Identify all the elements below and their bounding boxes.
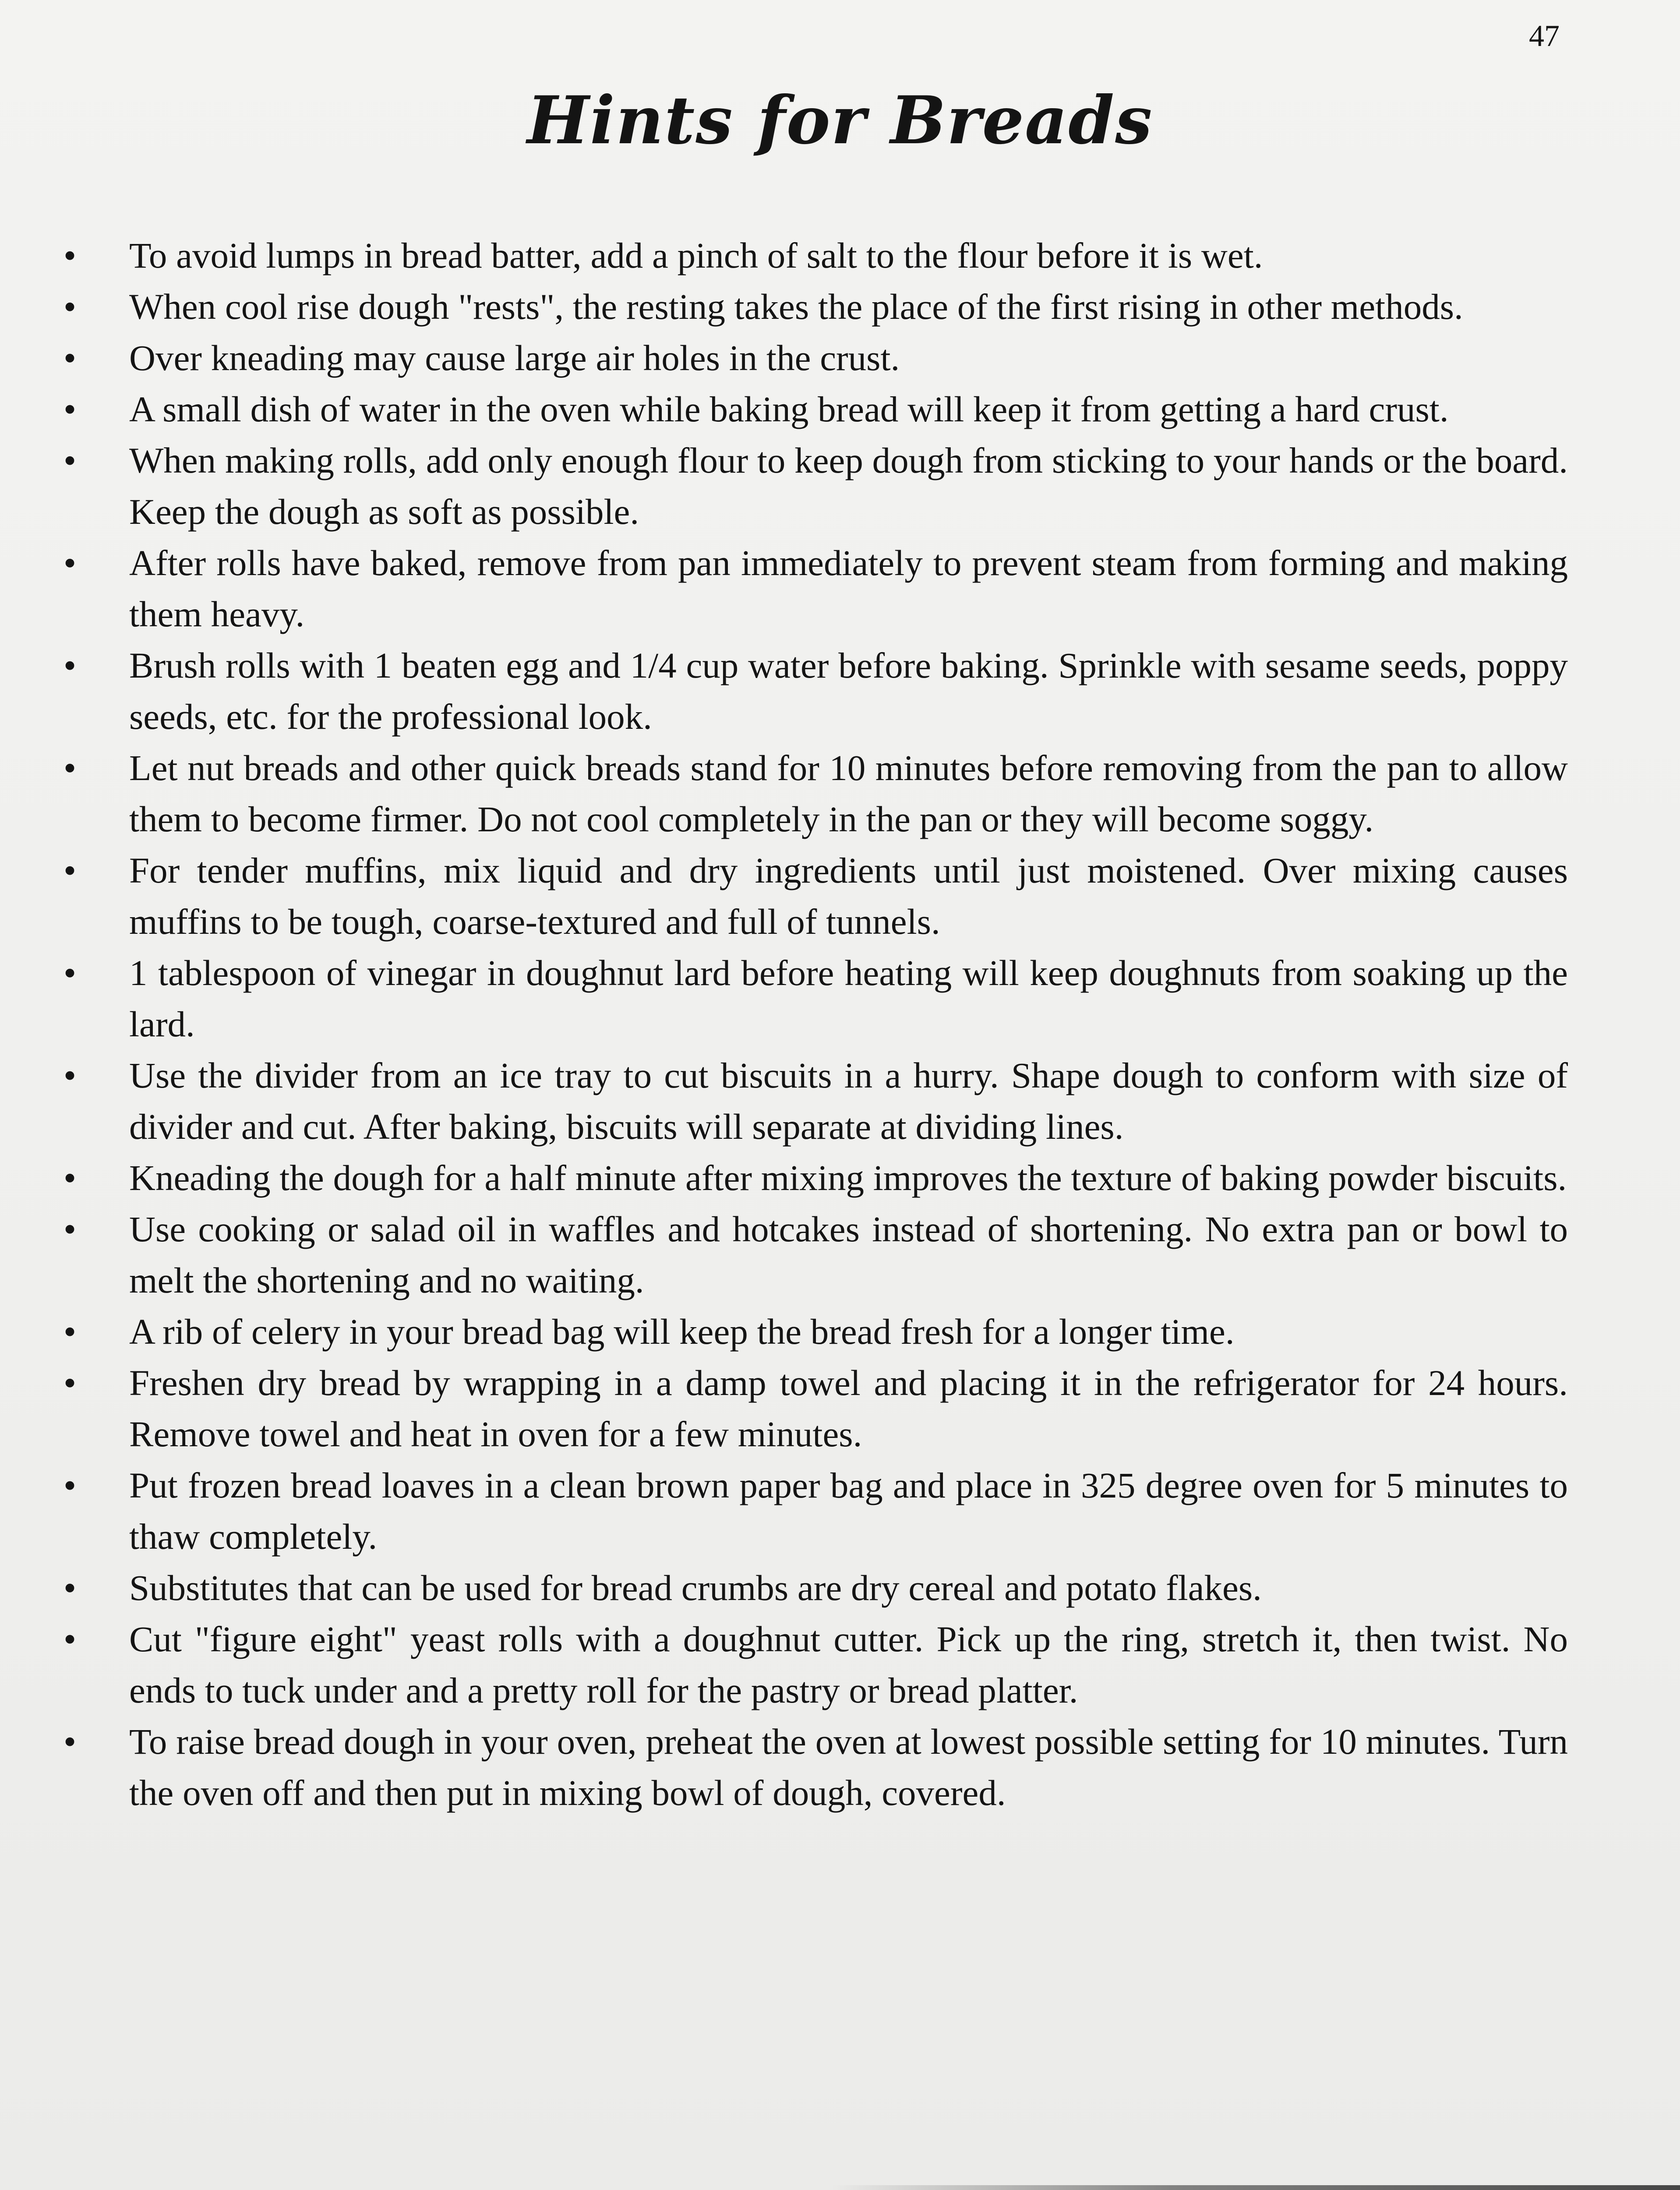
bullet-icon: • — [64, 1055, 77, 1095]
list-item — [59, 742, 1568, 845]
page-number: 47 — [1529, 19, 1560, 53]
hint-text: Use the divider from an ice tray to cut biscuits in a hurry. Shape dough to conform with size of divider and cut. After baking, biscuits will separate at dividing lines. — [129, 1055, 1568, 1147]
hint-text: To raise bread dough in your oven, preheat the oven at lowest possible setting for 10 minutes. Turn the oven off and then put in mixing bowl of dough, covered. — [129, 1721, 1568, 1813]
list-item — [59, 1562, 1568, 1614]
hint-text: A rib of celery in your bread bag will keep the bread fresh for a longer time. — [129, 1311, 1235, 1352]
bullet-icon: • — [64, 1363, 77, 1403]
hint-text: Let nut breads and other quick breads stand for 10 minutes before removing from the pan to allow them to become firmer. Do not cool completely in the pan or they will become soggy. — [129, 748, 1568, 839]
list-item — [59, 384, 1568, 435]
list-item — [59, 1460, 1568, 1562]
hint-text: Use cooking or salad oil in waffles and hotcakes instead of shortening. No extra pan or bowl to melt the shortening and no waiting. — [129, 1209, 1568, 1300]
list-item — [59, 1716, 1568, 1819]
hint-text: Kneading the dough for a half minute after mixing improves the texture of baking powder biscuits. — [129, 1158, 1567, 1198]
list-item — [59, 1152, 1568, 1204]
bullet-icon: • — [64, 1619, 77, 1659]
bullet-icon: • — [64, 748, 77, 788]
bullet-icon: • — [64, 645, 77, 685]
bullet-icon: • — [64, 1158, 77, 1198]
page-title: Hints for Breads — [527, 82, 1153, 159]
bullet-icon: • — [64, 389, 77, 429]
list-item — [59, 947, 1568, 1050]
hint-text: Put frozen bread loaves in a clean brown paper bag and place in 325 degree oven for 5 minutes to thaw completely. — [129, 1465, 1568, 1557]
bullet-icon: • — [64, 1465, 77, 1505]
hint-text: For tender muffins, mix liquid and dry ingredients until just moistened. Over mixing causes muffins to be tough, coarse-textured and full of tunnels. — [129, 850, 1568, 942]
bullet-icon: • — [64, 235, 77, 276]
hint-text: Substitutes that can be used for bread crumbs are dry cereal and potato flakes. — [129, 1568, 1262, 1608]
hints-list — [59, 230, 1568, 1819]
hint-text: A small dish of water in the oven while baking bread will keep it from getting a hard crust. — [129, 389, 1449, 429]
bullet-icon: • — [64, 1311, 77, 1352]
list-item — [59, 640, 1568, 742]
list-item — [59, 845, 1568, 947]
bullet-icon: • — [64, 1209, 77, 1249]
list-item — [59, 230, 1568, 281]
list-item — [59, 1204, 1568, 1306]
hint-text: When cool rise dough "rests", the resting takes the place of the first rising in other methods. — [129, 286, 1463, 327]
hint-text: Brush rolls with 1 beaten egg and 1/4 cup water before baking. Sprinkle with sesame seeds, poppy seeds, etc. for the professional look. — [129, 645, 1568, 737]
list-item — [59, 1050, 1568, 1152]
list-item — [59, 1614, 1568, 1716]
list-item — [59, 537, 1568, 640]
hint-text: Over kneading may cause large air holes in the crust. — [129, 338, 900, 378]
hint-text: To avoid lumps in bread batter, add a pinch of salt to the flour before it is wet. — [129, 235, 1263, 276]
hint-text: Freshen dry bread by wrapping in a damp towel and placing it in the refrigerator for 24 hours. Remove towel and heat in oven for a few minutes. — [129, 1363, 1568, 1454]
hint-text: When making rolls, add only enough flour to keep dough from sticking to your hands or the board. Keep the dough as soft as possible. — [129, 440, 1568, 532]
bullet-icon: • — [64, 850, 77, 890]
list-item — [59, 281, 1568, 332]
bullet-icon: • — [64, 286, 77, 327]
page-edge-shadow — [832, 2185, 1680, 2190]
bullet-icon: • — [64, 1568, 77, 1608]
list-item — [59, 1306, 1568, 1357]
bullet-icon: • — [64, 338, 77, 378]
bullet-icon: • — [64, 440, 77, 480]
hint-text: After rolls have baked, remove from pan immediately to prevent steam from forming and making them heavy. — [129, 543, 1568, 634]
list-item — [59, 332, 1568, 384]
bullet-icon: • — [64, 543, 77, 583]
hint-text: 1 tablespoon of vinegar in doughnut lard before heating will keep doughnuts from soaking up the lard. — [129, 953, 1568, 1044]
list-item — [59, 435, 1568, 537]
list-item — [59, 1357, 1568, 1460]
bullet-icon: • — [64, 1721, 77, 1762]
hint-text: Cut "figure eight" yeast rolls with a doughnut cutter. Pick up the ring, stretch it, then twist. No ends to tuck under and a pretty roll for the pastry or bread platter. — [129, 1619, 1568, 1710]
bullet-icon: • — [64, 953, 77, 993]
